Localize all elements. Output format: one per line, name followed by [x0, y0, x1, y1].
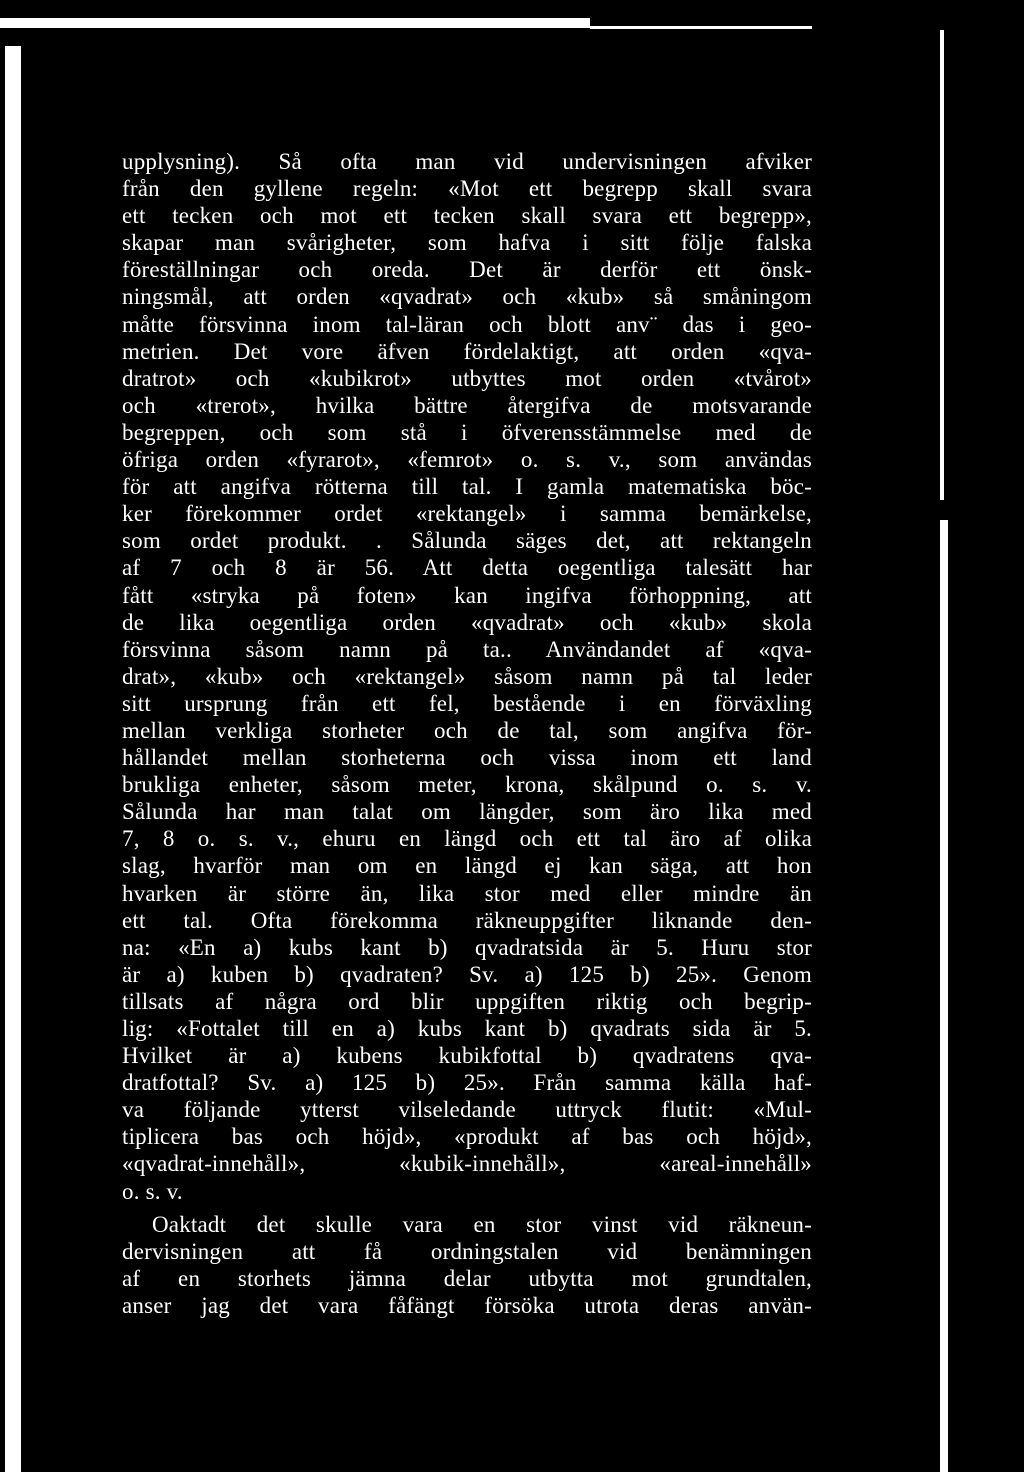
text-line: metrien. Det vore äfven fördelaktigt, att orden «qva- — [122, 338, 812, 364]
text-line: tillsats af några ord blir uppgiften riktig och begrip- — [122, 988, 812, 1014]
scan-edge-left — [5, 46, 21, 1472]
text-line: tiplicera bas och höjd», «produkt af bas och höjd», — [122, 1124, 812, 1150]
text-line: ker förekommer ordet «rektangel» i samma bemärkelse, — [122, 501, 812, 527]
text-line: anser jag det vara fåfängt försöka utrota deras använ- — [122, 1292, 812, 1318]
text-line: skapar man svårigheter, som hafva i sitt följe falska — [122, 230, 812, 256]
scan-edge-right-lower — [940, 520, 948, 1472]
text-line: begreppen, och som stå i öfverensstämmelse med de — [122, 419, 812, 445]
body-text — [122, 148, 812, 1319]
text-line: 7, 8 o. s. v., ehuru en längd och ett tal äro af olika — [122, 826, 812, 852]
scan-edge-right-upper — [940, 30, 944, 500]
text-line: som ordet produkt. . Sålunda säges det, att rektangeln — [122, 528, 812, 554]
text-line: dratfottal? Sv. a) 125 b) 25». Från samma källa haf- — [122, 1070, 812, 1096]
text-line: föreställningar och oreda. Det är derför ett önsk- — [122, 257, 812, 283]
text-line: ett tal. Ofta förekomma räkneuppgifter liknande den- — [122, 907, 812, 933]
text-line: o. s. v. — [122, 1178, 183, 1204]
text-line: ningsmål, att orden «qvadrat» och «kub» så småningom — [122, 284, 812, 310]
text-line: va följande ytterst vilseledande uttryck flutit: «Mul- — [122, 1097, 812, 1123]
text-line: mellan verkliga storheter och de tal, som angifva för- — [122, 717, 812, 743]
text-line: drat», «kub» och «rektangel» såsom namn på tal leder — [122, 663, 812, 689]
text-line: dervisningen att få ordningstalen vid benämningen — [122, 1238, 812, 1264]
scan-edge-top-right — [590, 26, 812, 29]
text-line: Sålunda har man talat om längder, som äro lika med — [122, 799, 812, 825]
text-line: lig: «Fottalet till en a) kubs kant b) qvadrats sida är 5. — [122, 1016, 812, 1041]
text-line: slag, hvarför man om en längd ej kan säga, att hon — [122, 853, 812, 879]
scan-edge-top-left — [0, 18, 590, 28]
text-line: för att angifva rötterna till tal. I gamla matematiska böc- — [122, 474, 812, 500]
text-line: sitt ursprung från ett fel, bestående i en förväxling — [122, 690, 812, 716]
text-line: från den gyllene regeln: «Mot ett begrepp skall svara — [122, 176, 812, 202]
text-line: «qvadrat-innehåll», «kubik-innehåll», «areal-innehåll» — [122, 1151, 812, 1177]
text-line: och «trerot», hvilka bättre återgifva de motsvarande — [122, 392, 812, 418]
text-line: måtte försvinna inom tal-läran och blott anv¨ das i geo- — [122, 311, 812, 337]
text-line: fått «stryka på foten» kan ingifva förhoppning, att — [122, 582, 812, 608]
text-line: na: «En a) kubs kant b) qvadratsida är 5. Huru stor — [122, 934, 812, 960]
text-line: brukliga enheter, såsom meter, krona, skålpund o. s. v. — [122, 772, 812, 798]
text-line: Oaktadt det skulle vara en stor vinst vid räkneun- — [152, 1211, 812, 1237]
text-line: hållandet mellan storheterna och vissa inom ett land — [122, 745, 812, 771]
text-line: dratrot» och «kubikrot» utbyttes mot orden «tvårot» — [122, 365, 812, 391]
text-line: af en storhets jämna delar utbytta mot grundtalen, — [122, 1265, 812, 1291]
text-line: ett tecken och mot ett tecken skall svara ett begrepp», — [122, 203, 812, 229]
text-line: af 7 och 8 är 56. Att detta oegentliga talesätt har — [122, 555, 812, 581]
text-line: Hvilket är a) kubens kubikfottal b) qvadratens qva- — [122, 1043, 812, 1069]
text-line: öfriga orden «fyrarot», «femrot» o. s. v., som användas — [122, 447, 812, 473]
text-line: de lika oegentliga orden «qvadrat» och «kub» skola — [122, 609, 812, 635]
text-line: är a) kuben b) qvadraten? Sv. a) 125 b) 25». Genom — [122, 961, 812, 987]
text-line: upplysning). Så ofta man vid undervisningen afviker — [122, 149, 812, 174]
text-line: försvinna såsom namn på ta.. Användandet af «qva- — [122, 636, 812, 662]
text-line: hvarken är större än, lika stor med eller mindre än — [122, 880, 812, 906]
